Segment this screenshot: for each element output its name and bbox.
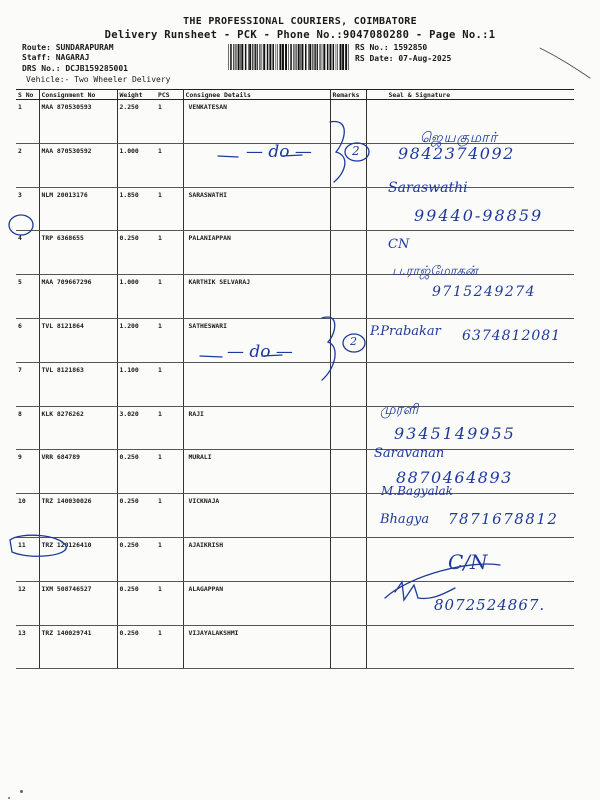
col-header-weight: Weight: [117, 90, 156, 100]
row-pcs: 1: [156, 231, 183, 275]
cn-note-row4: CN: [388, 237, 410, 252]
circled-count-row7: 2: [350, 335, 357, 348]
rs-number: RS No.: 1592850: [355, 43, 428, 52]
scan-speck: [8, 797, 10, 799]
signature-row10: Saravanan: [374, 446, 445, 461]
phone-row13: 8072524867.: [434, 596, 546, 614]
col-header-sno: S No: [16, 90, 39, 100]
row-sno: 6: [16, 318, 39, 362]
row-sno: 5: [16, 275, 39, 319]
row-sno: 12: [16, 581, 39, 625]
row-weight: 1.850: [117, 187, 156, 231]
staff-label: Staff: NAGARAJ: [22, 53, 90, 62]
signature-row6: P.Prabakar: [370, 324, 441, 339]
drs-number: DRS No.: DCJB159285001: [22, 64, 128, 73]
row-pcs: 1: [156, 318, 183, 362]
row-sno: 11: [16, 537, 39, 581]
row-pcs: 1: [156, 143, 183, 187]
row-sno: 9: [16, 450, 39, 494]
row-weight: 0.250: [117, 494, 156, 538]
row-pcs: 1: [156, 581, 183, 625]
row-sno: 3: [16, 187, 39, 231]
runsheet-subtitle: Delivery Runsheet - PCK - Phone No.:9047080280 - Page No.:1: [104, 29, 496, 41]
row-weight: 0.250: [117, 537, 156, 581]
row-consignment: KLK 8276262: [39, 406, 117, 450]
row-pcs: 1: [156, 450, 183, 494]
row-consignee: SATHESWARI: [183, 318, 330, 362]
vehicle-label: Vehicle:- Two Wheeler Delivery: [26, 75, 171, 84]
circled-count-row2: 2: [352, 144, 360, 158]
row-consignee: ALAGAPPAN: [183, 581, 330, 625]
col-header-consignment: Consignment No: [39, 90, 117, 100]
signature-row11: M.Bagyalak: [381, 484, 453, 498]
row-consignment: TVL 8121863: [39, 362, 117, 406]
row-consignee: VIJAYALAKSHMI: [183, 625, 330, 669]
row-consignee: VENKATESAN: [183, 100, 330, 144]
row-weight: 0.250: [117, 231, 156, 275]
ditto-mark-row2: — do —: [246, 142, 312, 162]
row-consignment: TVL 8121864: [39, 318, 117, 362]
phone-row9: 9345149955: [394, 424, 516, 443]
row-consignment: TRZ 140030026: [39, 494, 117, 538]
cn-note-row12: C/N: [448, 550, 488, 574]
col-header-remarks: Remarks: [330, 90, 366, 100]
row-consignee: MURALI: [183, 450, 330, 494]
row-sno: 4: [16, 231, 39, 275]
row-consignment: IXM 508746527: [39, 581, 117, 625]
row-consignment: VRR 684789: [39, 450, 117, 494]
row-weight: 1.000: [117, 143, 156, 187]
row-weight: 1.200: [117, 318, 156, 362]
col-header-consignee: Consignee Details: [183, 90, 330, 100]
row-consignee: RAJI: [183, 406, 330, 450]
row-pcs: 1: [156, 187, 183, 231]
col-header-pcs: PCS: [156, 90, 183, 100]
row-pcs: 1: [156, 275, 183, 319]
phone-row5: 9715249274: [432, 284, 537, 300]
row-sno: 8: [16, 406, 39, 450]
row-weight: 0.250: [117, 581, 156, 625]
row-consignee: PALANIAPPAN: [183, 231, 330, 275]
row-weight: 1.000: [117, 275, 156, 319]
row-weight: 1.100: [117, 362, 156, 406]
row-consignee: VICKNAJA: [183, 494, 330, 538]
row-consignment: MAA 709667296: [39, 275, 117, 319]
phone-row11: 7871678812: [448, 510, 559, 528]
row-sno: 10: [16, 494, 39, 538]
row-pcs: 1: [156, 406, 183, 450]
row-weight: 2.250: [117, 100, 156, 144]
ditto-mark-row7: — do —: [227, 342, 293, 362]
phone-row10: 8870464893: [396, 468, 513, 487]
rs-date: RS Date: 07-Aug-2025: [355, 54, 452, 63]
row-consignee: AJAIKRISH: [183, 537, 330, 581]
row-sno: 2: [16, 143, 39, 187]
row-consignment: TRZ 140029741: [39, 625, 117, 669]
route-label: Route: SUNDARAPURAM: [22, 43, 114, 52]
company-title: THE PROFESSIONAL COURIERS, COIMBATORE: [183, 16, 417, 27]
signature-row11b: Bhagya: [380, 512, 430, 527]
row-consignment: TRZ 120126410: [39, 537, 117, 581]
scan-speck: [20, 790, 23, 793]
row-consignment: MAA 870530592: [39, 143, 117, 187]
row-consignment: MAA 870530593: [39, 100, 117, 144]
row-pcs: 1: [156, 100, 183, 144]
phone-row6: 6374812081: [462, 328, 562, 344]
signature-row3: Saraswathi: [388, 180, 468, 196]
row-weight: 3.020: [117, 406, 156, 450]
signature-row5: ப.ராஜ்மோகன்: [392, 264, 478, 279]
row-pcs: 1: [156, 625, 183, 669]
row-sno: 1: [16, 100, 39, 144]
row-pcs: 1: [156, 494, 183, 538]
row-consignee: SARASWATHI: [183, 187, 330, 231]
row-consignment: TRP 6368655: [39, 231, 117, 275]
signature-row9: முரளி: [380, 402, 419, 418]
phone-row2: 9842374092: [398, 144, 515, 163]
row-consignee: KARTHIK SELVARAJ: [183, 275, 330, 319]
row-sno: 7: [16, 362, 39, 406]
row-pcs: 1: [156, 537, 183, 581]
row-weight: 0.250: [117, 450, 156, 494]
phone-row3: 99440-98859: [414, 206, 544, 225]
row-sno: 13: [16, 625, 39, 669]
row-pcs: 1: [156, 362, 183, 406]
row-consignment: NLM 20013176: [39, 187, 117, 231]
col-header-signature: Seal & Signature: [366, 90, 574, 100]
signature-row1: ஜெயகுமார்: [420, 130, 498, 146]
row-weight: 0.250: [117, 625, 156, 669]
